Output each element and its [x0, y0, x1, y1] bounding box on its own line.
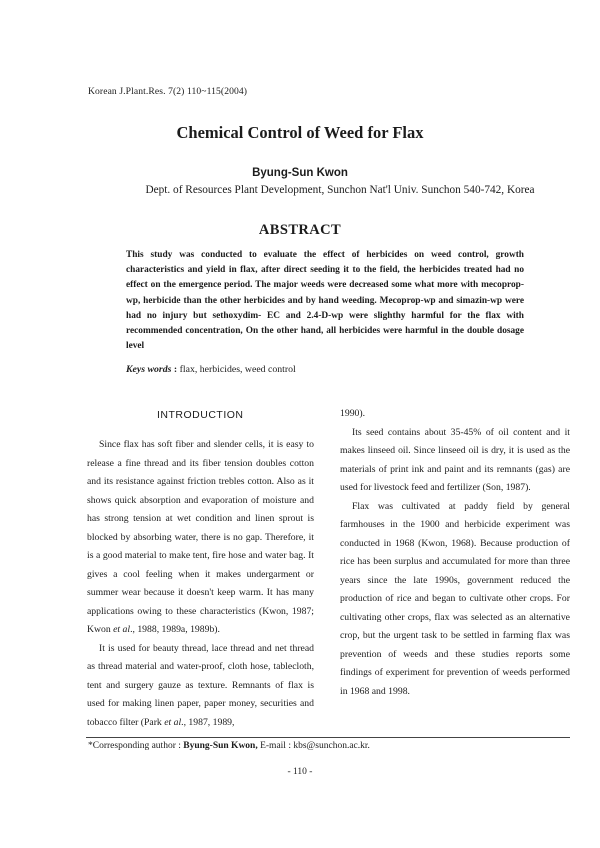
- intro-paragraph: [87, 640, 314, 733]
- footnote-prefix: *Corresponding author :: [88, 741, 184, 751]
- abstract-text: This study was conducted to evaluate the effect of herbicides on weed control, growth characteristics and yield in flax, after direct seeding it to the field, the herbicides treated had no effect on the emergence period. The major weeds were decreased some what more with mecoprop-wp, herbicide than the other herbicides and by hand weeding. Mecoprop-wp and simazin-wp were had no injury but sethoxydim- EC and 2.4-D-wp were slighthy harmful for the flax with recommended concentration, On the other hand, all herbicides were harmful in the double dosage level: [126, 250, 524, 352]
- intro-paragraph-continued: 1990).: [340, 408, 366, 419]
- keywords: [126, 364, 296, 375]
- abstract-heading: ABSTRACT: [258, 222, 342, 238]
- text-run: Since flax has soft fiber and slender cells, it is easy to release a fine thread and its fiber tension doubles cotton and its resistance against friction trebles cotton. Also as it shows quick absorption and evaporation of moisture and has strong tension at wet condition and linen sprout is blocked by absorbing water, there is no gap. Therefore, it is a good material to make tent, fire hose and water bag. It gives a cool feeling when it makes undergarment or summer wear because it doesn't keep warm. It has many applications owing to these characteristics (Kwon, 1987; Kwon: [87, 439, 314, 635]
- text-run: It is used for beauty thread, lace thread and net thread as thread material and water-proof, cloth hose, tablecloth, tent and surgery gauze as texture. Remnants of flax is used for making linen paper, paper money, securities and tobacco filter (Park: [87, 642, 314, 728]
- introduction-heading: INTRODUCTION: [157, 409, 244, 421]
- corresponding-author-footnote: [88, 741, 370, 751]
- footnote-divider: [86, 737, 570, 738]
- keywords-label: Keys words: [126, 364, 172, 375]
- intro-paragraph: [87, 436, 314, 640]
- et-al-italic: et al: [113, 624, 131, 635]
- keywords-separator: :: [171, 364, 180, 375]
- right-column: [340, 405, 570, 701]
- et-al-italic: et al: [164, 716, 182, 728]
- author-name: Byung-Sun Kwon: [252, 167, 348, 179]
- text-run: ., 1987, 1989,: [181, 716, 235, 728]
- page-number: - 110 -: [287, 767, 313, 777]
- keywords-value: flax, herbicides, weed control: [179, 364, 296, 375]
- intro-paragraph: Its seed contains about 35-45% of oil content and it makes linseed oil. Since linseed oil is dry, it is used as the materials of print ink and paint and its remnants (gas) are used for livestock feed and fertilizer (Son, 1987).: [340, 426, 570, 493]
- paper-title: Chemical Control of Weed for Flax: [176, 123, 424, 142]
- journal-citation: Korean J.Plant.Res. 7(2) 110~115(2004): [88, 86, 248, 97]
- intro-paragraph: Flax was cultivated at paddy field by general farmhouses in the 1900 and herbicide experiment was conducted in 1968 (Kwon, 1968). Because production of rice has been surplus and accumulated for more than three years since the late 1990s, government reduced the production of rice and began to cultivate other crops. For cultivating other crops, flax was selected as an alternative crop, but the urgent task to be settled in farming flax was prevention of weeds and these studies reports some findings of experiment for prevention of weeds performed in 1968 and 1998.: [340, 500, 570, 697]
- footnote-email: E-mail : kbs@sunchon.ac.kr.: [257, 741, 370, 751]
- author-affiliation: Dept. of Resources Plant Development, Sunchon Nat'l Univ. Sunchon 540-742, Korea: [145, 184, 535, 196]
- text-run: ., 1988, 1989a, 1989b).: [130, 624, 220, 635]
- footnote-author: Byung-Sun Kwon,: [183, 741, 258, 751]
- left-column: [87, 436, 314, 732]
